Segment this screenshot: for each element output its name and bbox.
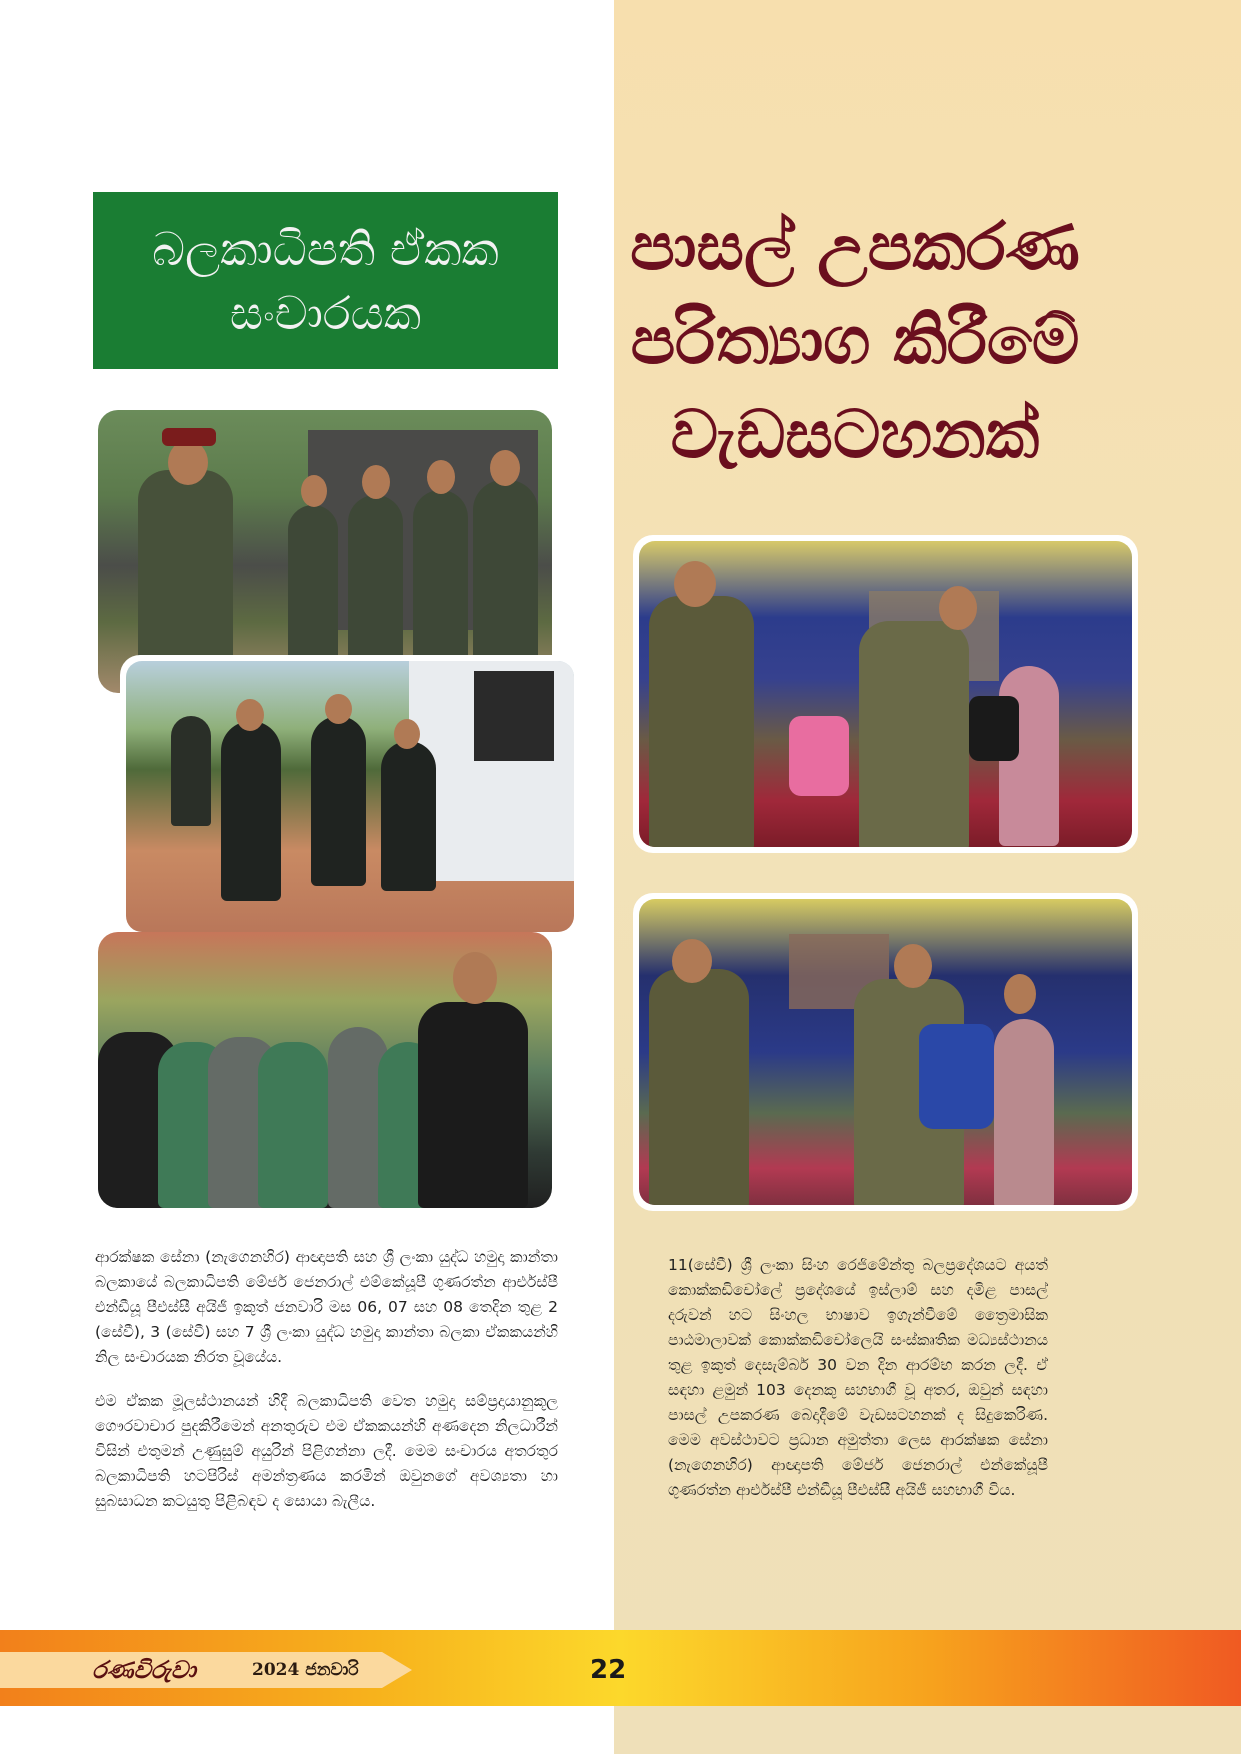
left-heading-banner [93, 192, 558, 369]
left-heading-line1: බලකාධිපති ඒකක [152, 221, 499, 276]
left-heading-line2: සංචාරයක [229, 285, 422, 340]
right-heading-line2: පරිත්‍යාග කිරීමේ [630, 302, 1080, 379]
right-article [668, 1253, 1048, 1522]
right-heading-line1: පාසල් උපකරණ [630, 208, 1080, 285]
left-article-paragraph-1: ආරක්ෂක සේනා (නැගෙනහිර) ආඥාපති සහ ශ්‍රී ලංකා යුද්ධ හමුදා කාන්තා බලකායේ බලකාධිපති මේජර් ජෙනරාල් එම්කේයූපී ගුණරත්න ආර්එස්පී එන්ඩීයූ පීඑස්සී අයිජී ඉකුත් ජනවාරි මස 06, 07 සහ 08 තෙදින තුළ 2 (සේවී), 3 (සේවී) සහ 7 ශ්‍රී ලංකා යුද්ධ හමුදා කාන්තා බලකා ඒකකයන්හි නිල සංචාරයක නිරත වූයේය. [95, 1248, 558, 1366]
left-article-paragraph-2: එම ඒකක මූලස්ථානයන් හිදී බලකාධිපති වෙත හමුදා සම්ප්‍රදායානුකූල ගෞරවාචාර පුදකිරීමෙන් අනතුරුව එම ඒකකයන්හි අණදෙන නිලධාරීන් විසින් එතුමන් උණුසුම් අයුරින් පිළිගන්නා ලදී. මෙම සංචාරය අතරතුර බලකාධිපති හටපිරිස් අමන්ත්‍රණය කරමින් ඔවුනගේ අවශ්‍යතා හා සුබසාධන කටයුතු පිළිබඳව ද සොයා බැලීය. [95, 1392, 558, 1510]
photo-school-bag-handover-2 [633, 893, 1138, 1211]
magazine-logo: රණවිරුවා [92, 1656, 196, 1684]
photo-school-bag-handover-1 [633, 535, 1138, 853]
page-number: 22 [590, 1655, 627, 1685]
photo-inspection-walk [120, 655, 580, 938]
right-heading-line3: වැඩසටහනක් [670, 396, 1040, 473]
issue-date: 2024 ජනවාරි [252, 1660, 359, 1680]
photo-guard-of-honour [98, 410, 552, 693]
photo-meeting-cadets [98, 932, 552, 1208]
right-article-paragraph-1: 11(සේවී) ශ්‍රී ලංකා සිංහ රෙජිමේන්තු බලප්‍රදේශයට අයත් කොක්කඩිචෝලේ ප්‍රදේශයේ ඉස්ලාම් සහ දමිළ පාසල් දරුවන් හට සිංහල භාෂාව ඉගැන්වීමේ ත්‍රෛමාසික පාඨමාලාවක් කොක්කඩිචෝලෙයි සංස්කෘතික මධ්‍යස්ථානය තුළ ඉකුත් දෙසැම්බර් 30 වන දින ආරම්භ කරන ලදී. ඒ සඳහා ළමුන් 103 දෙනකු සහභාගී වූ අතර, ඔවුන් සඳහා පාසල් උපකරණ බෙදාදීමේ වැඩසටහනක් ද සිදුකෙරිණ. මෙම අවස්ථාවට ප්‍රධාන අමුත්තා ලෙස ආරක්ෂක සේනා (නැගෙනහිර) ආඥාපති මේජර් ජෙනරාල් එන්කේයූපී ගුණරත්න ආර්එස්පී එන්ඩීයූ පීඑස්සී අයිජී සහභාගී විය. [668, 1256, 1048, 1499]
right-heading [630, 200, 1080, 482]
left-article [95, 1245, 558, 1533]
